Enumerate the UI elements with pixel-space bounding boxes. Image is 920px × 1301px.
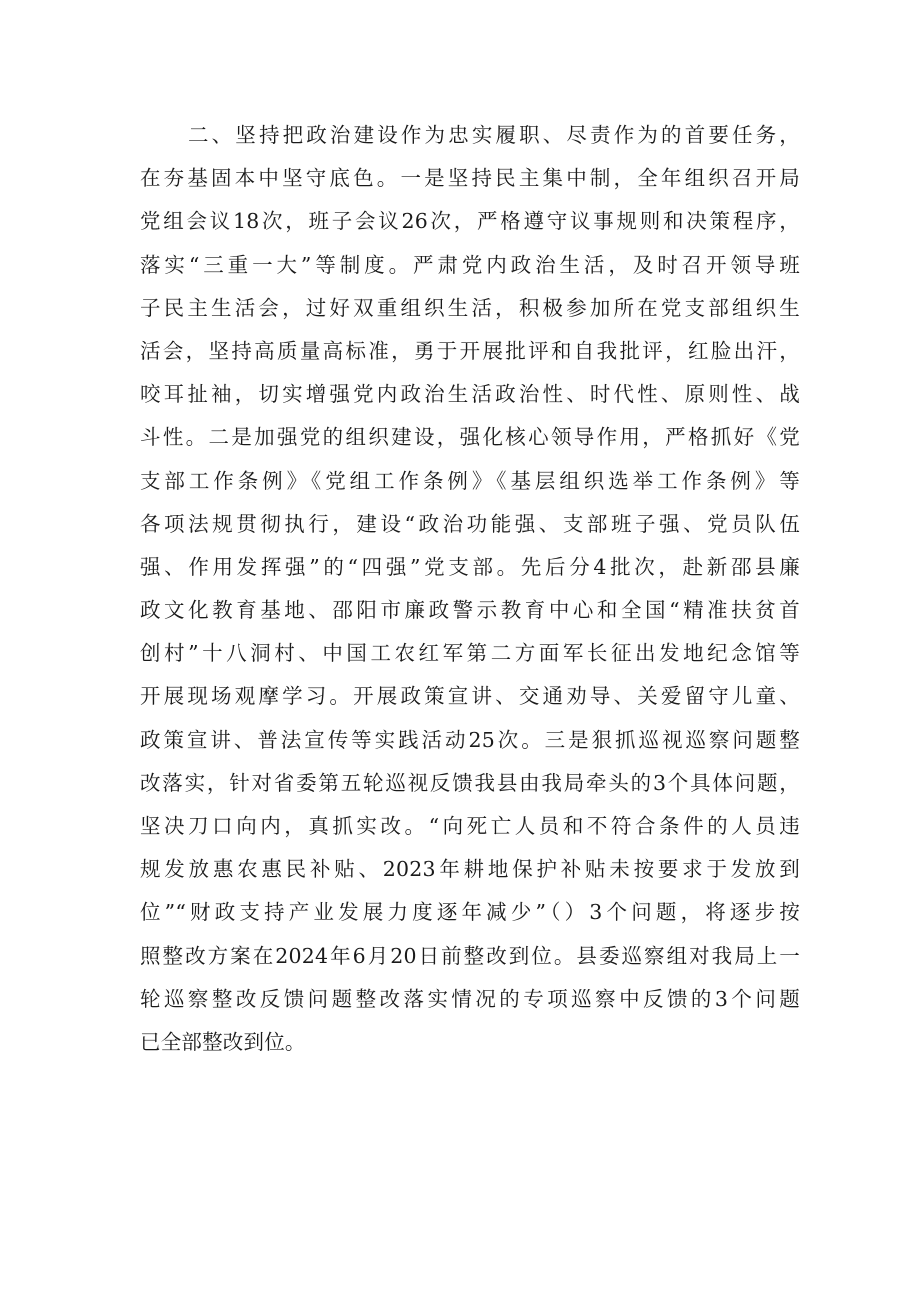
paragraph-line: 落实“三重一大”等制度。严肃党内政治生活，及时召开领导班 [140, 252, 800, 277]
paragraph-line: 照整改方案在2024年6月20日前整改到位。县委巡察组对我局上一 [140, 943, 800, 968]
paragraph-line: 二、坚持把政治建设作为忠实履职、尽责作为的首要任务， [188, 123, 800, 147]
paragraph-line: 位”“财政支持产业发展力度逐年减少”（）3个问题，将逐步按 [140, 900, 800, 925]
paragraph-line: 轮巡察整改反馈问题整改落实情况的专项巡察中反馈的3个问题 [140, 986, 800, 1011]
paragraph-line: 政策宣讲、普法宣传等实践活动25次。三是狠抓巡视巡察问题整 [140, 727, 800, 752]
paragraph-line: 活会，坚持高质量高标准，勇于开展批评和自我批评，红脸出汗， [140, 338, 800, 363]
body-paragraph [140, 114, 800, 1064]
paragraph-line: 在夯基固本中坚守底色。一是坚持民主集中制，全年组织召开局 [140, 166, 800, 191]
paragraph-line: 党组会议18次，班子会议26次，严格遵守议事规则和决策程序， [140, 209, 800, 234]
paragraph-line: 政文化教育基地、邵阳市廉政警示教育中心和全国“精准扶贫首 [140, 598, 800, 623]
paragraph-line: 支部工作条例》《党组工作条例》《基层组织选举工作条例》等 [140, 468, 800, 493]
paragraph-line: 已全部整改到位。 [140, 1029, 306, 1054]
paragraph-line: 强、作用发挥强”的“四强”党支部。先后分4批次，赴新邵县廉 [140, 554, 800, 579]
paragraph-line: 咬耳扯袖，切实增强党内政治生活政治性、时代性、原则性、战 [140, 382, 800, 407]
paragraph-line: 子民主生活会，过好双重组织生活，积极参加所在党支部组织生 [140, 295, 800, 320]
paragraph-line: 开展现场观摩学习。开展政策宣讲、交通劝导、关爱留守儿童、 [140, 684, 800, 709]
paragraph-line: 创村”十八洞村、中国工农红军第二方面军长征出发地纪念馆等 [140, 641, 800, 666]
paragraph-line: 各项法规贯彻执行，建设“政治功能强、支部班子强、党员队伍 [140, 511, 800, 536]
paragraph-line: 规发放惠农惠民补贴、2023年耕地保护补贴未按要求于发放到 [140, 857, 800, 882]
paragraph-line: 改落实，针对省委第五轮巡视反馈我县由我局牵头的3个具体问题， [140, 770, 800, 795]
paragraph-line: 坚决刀口向内，真抓实改。“向死亡人员和不符合条件的人员违 [140, 814, 800, 838]
paragraph-line: 斗性。二是加强党的组织建设，强化核心领导作用，严格抓好《党 [140, 425, 800, 450]
